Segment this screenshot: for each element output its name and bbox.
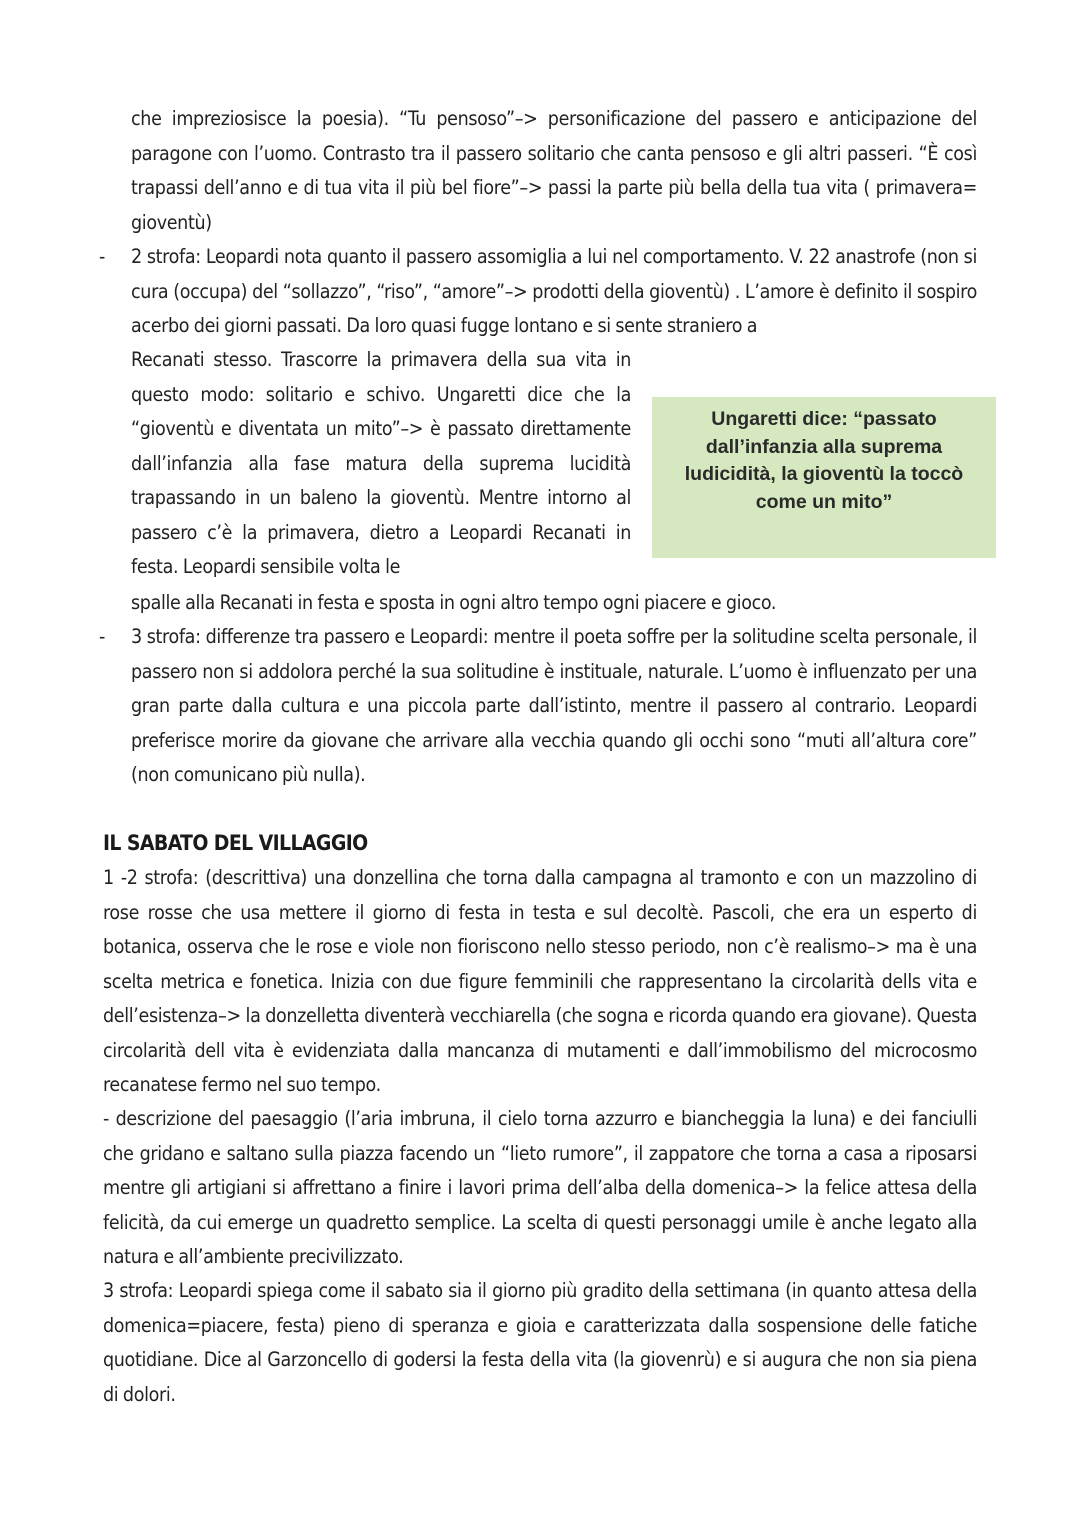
bullet-dash: - xyxy=(99,625,106,648)
section-paragraph-2: - descrizione del paesaggio (l’aria imbruna, il cielo torna azzurro e biancheggia la luna) e dei fanciulli che gridano e saltano sulla piazza facendo un “lieto rumore”, il zappatore che torna a casa a riposarsi mentre gli artigiani si affrettano a finire i lavori prima dell’alba della domenica–> la felice attesa della felicità, da cui emerge un quadretto semplice. La scelta di questi personaggi umile è anche legato alla natura e all’ambiente precivilizzato. xyxy=(103,1107,977,1268)
section-paragraph-1: 1 -2 strofa: (descrittiva) una donzellina che torna dalla campagna al tramonto e con un mazzolino di rose rosse che usa mettere il giorno di festa in testa e sul decoltè. Pascoli, che era un esperto di botanica, osserva che le rose e viole non fioriscono nello stesso periodo, non c’è realismo–> ma è una scelta metrica e fonetica. Inizia con due figure femminili che rappresentano la circolarità dells vita e dell’esistenza–> la donzelletta diventerà vecchiarella (che sogna e ricorda quando era giovane). Questa circolarità dell vita è evidenziata dalla mancanza di mutamenti e dall’immobilismo del microcosmo recanatese fermo nel suo tempo. xyxy=(103,866,977,1096)
section-paragraph-3: 3 strofa: Leopardi spiega come il sabato sia il giorno più gradito della settimana (in quanto attesa della domenica=piacere, festa) pieno di speranza e gioia e caratterizzata dalla sospensione delle fatiche quotidiane. Dice al Garzoncello di godersi la festa della vita (la giovenrù) e si augura che non sia piena di dolori. xyxy=(103,1279,977,1406)
section-heading: IL SABATO DEL VILLAGGIO xyxy=(103,831,368,855)
callout-text: Ungaretti dice: “passato dall’infanzia alla suprema ludicidità, la gioventù la toccò come un mito” xyxy=(684,408,964,513)
bullet-2-strofa-wrapped-text: Recanati stesso. Trascorre la primavera della sua vita in questo modo: solitario e schivo. Ungaretti dice che la “gioventù e diventata un mito”–> è passato direttamente dall’infanzia alla fase matura della suprema lucidità trapassando in un baleno la gioventù. Mentre intorno al passero c’è la primavera, dietro a Leopardi Recanati in festa. Leopardi sensibile volta le xyxy=(131,348,631,578)
bullet-dash: - xyxy=(99,245,106,268)
bullet-2-strofa-text: 2 strofa: Leopardi nota quanto il passero assomiglia a lui nel comportamento. V. 22 anastrofe (non si cura (occupa) del “sollazzo”, “riso”, “amore”–> prodotti della gioventù) . L’amore è definito il sospiro acerbo dei giorni passati. Da loro quasi fugge lontano e si sente straniero a xyxy=(131,245,977,337)
bullet-2-strofa-tail-text: spalle alla Recanati in festa e sposta in ogni altro tempo ogni piacere e gioco. xyxy=(131,591,777,614)
ungaretti-callout xyxy=(652,397,996,558)
intro-paragraph: che impreziosisce la poesia). “Tu pensoso”–> personificazione del passero e anticipazione del paragone con l’uomo. Contrasto tra il passero solitario che canta pensoso e gli altri passeri. “È così trapassi dell’anno e di tua vita il più bel fiore”–> passi la parte più bella della tua vita ( primavera= gioventù) xyxy=(131,107,977,234)
bullet-3-strofa-text: 3 strofa: differenze tra passero e Leopardi: mentre il poeta soffre per la solitudine scelta personale, il passero non si addolora perché la sua solitudine è instituale, naturale. L’uomo è influenzato per una gran parte dalla cultura e una piccola parte dall’istinto, mentre il passero al contrario. Leopardi preferisce morire da giovane che arrivare alla vecchia quando gli occhi sono “muti all’altura core” (non comunicano più nulla). xyxy=(131,625,977,786)
